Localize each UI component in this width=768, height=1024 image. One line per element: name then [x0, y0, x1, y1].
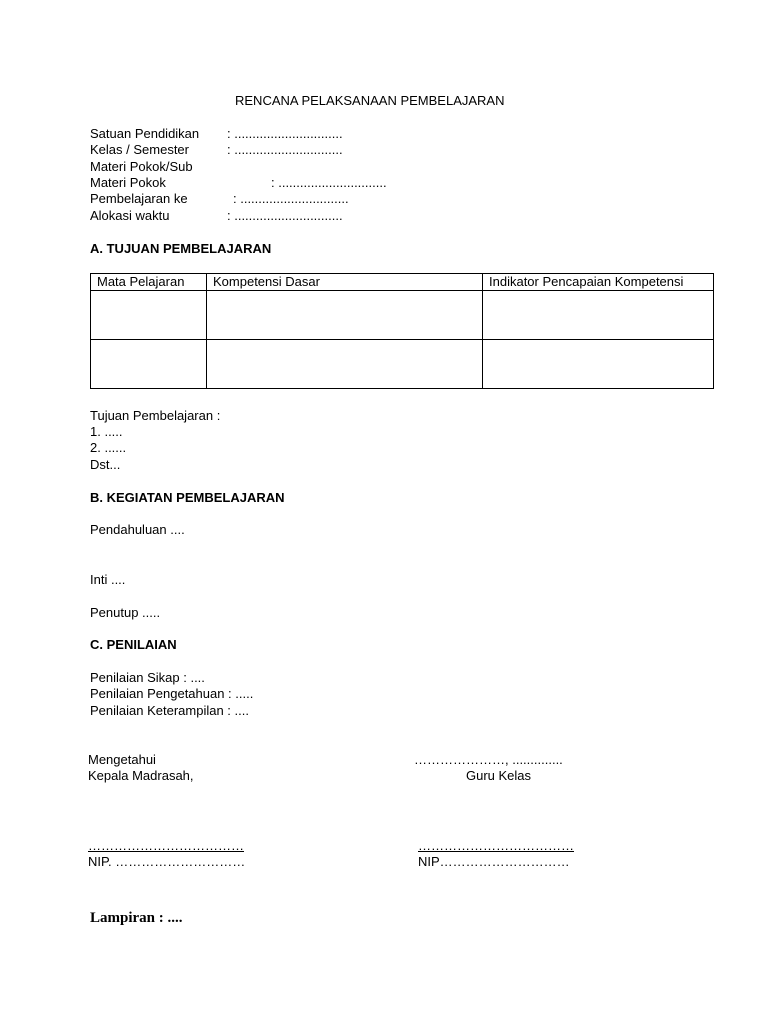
table-header-row — [91, 274, 714, 291]
lampiran-text: Lampiran : .... — [90, 910, 183, 926]
signature-left-name-line: ……………………………… — [88, 838, 244, 853]
section-b-heading: B. KEGIATAN PEMBELAJARAN — [90, 490, 285, 505]
section-a-heading: A. TUJUAN PEMBELAJARAN — [90, 241, 272, 256]
signature-left-nip: NIP. ………………………… — [88, 854, 246, 869]
table-row — [91, 340, 714, 389]
table-cell — [207, 291, 483, 340]
table-header-mata-pelajaran: Mata Pelajaran — [91, 274, 207, 291]
penilaian-pengetahuan: Penilaian Pengetahuan : ..... — [90, 686, 254, 701]
document-title: RENCANA PELAKSANAAN PEMBELAJARAN — [235, 93, 505, 108]
signature-mengetahui: Mengetahui — [88, 752, 156, 767]
signature-guru-kelas: Guru Kelas — [466, 768, 532, 783]
signature-right-name-line: ……………………………… — [418, 838, 574, 853]
section-c-heading: C. PENILAIAN — [90, 637, 177, 652]
satuan-value: : .............................. — [227, 126, 343, 141]
table-cell — [91, 340, 207, 389]
signature-place-date: …………………, .............. — [414, 752, 563, 767]
kelas-value: : .............................. — [227, 142, 343, 157]
table-cell — [91, 291, 207, 340]
table-header-kompetensi-dasar: Kompetensi Dasar — [207, 274, 483, 291]
alokasi-label: Alokasi waktu — [90, 208, 170, 223]
table-header-indikator: Indikator Pencapaian Kompetensi — [483, 274, 714, 291]
table-cell — [207, 340, 483, 389]
pendahuluan-text: Pendahuluan .... — [90, 522, 185, 537]
pembelajaran-label: Pembelajaran ke — [90, 191, 188, 206]
satuan-label: Satuan Pendidikan — [90, 126, 200, 141]
tujuan-table — [90, 273, 714, 389]
penilaian-keterampilan: Penilaian Keterampilan : .... — [90, 703, 249, 718]
materi-value: : .............................. — [271, 175, 387, 190]
penilaian-sikap: Penilaian Sikap : .... — [90, 670, 205, 685]
tujuan-item-1: 1. ..... — [90, 424, 123, 439]
signature-kepala-madrasah: Kepala Madrasah, — [88, 768, 194, 783]
inti-text: Inti .... — [90, 572, 126, 587]
tujuan-item-dst: Dst... — [90, 457, 121, 472]
pembelajaran-value: : .............................. — [233, 191, 349, 206]
table-cell — [483, 340, 714, 389]
tujuan-label: Tujuan Pembelajaran : — [90, 408, 221, 423]
table-cell — [483, 291, 714, 340]
table-row — [91, 291, 714, 340]
alokasi-value: : .............................. — [227, 208, 343, 223]
signature-right-nip: NIP………………………… — [418, 854, 570, 869]
kelas-label: Kelas / Semester — [90, 142, 189, 157]
tujuan-item-2: 2. ...... — [90, 440, 127, 455]
materi-label-1: Materi Pokok/Sub — [90, 159, 193, 174]
penutup-text: Penutup ..... — [90, 605, 161, 620]
materi-label-2: Materi Pokok — [90, 175, 166, 190]
